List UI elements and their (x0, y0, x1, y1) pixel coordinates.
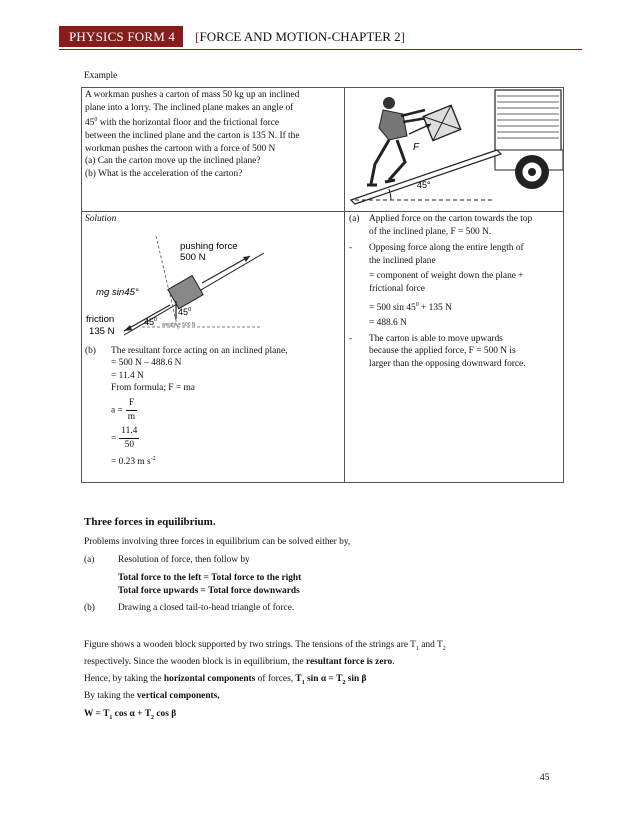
mg-sin-label: mg sin45° (96, 286, 139, 298)
force-diagram (82, 227, 344, 339)
force-label: F (413, 142, 420, 153)
section-intro: Problems involving three forces in equilibrium can be solved either by, (84, 537, 351, 547)
part-a: (a) Applied force on the carton towards the top of the inclined plane, F = 500 N. - Opposing force along the entire length of the inclined plane = component of weight down the plane + frictional force = 500 $\sin 45^0 + 135$ N = 488.6 N - The carton is able to move upwards because the applied force, F = 500 N is larger than the opposing downward force. (349, 214, 533, 370)
part-a-cell (345, 212, 564, 483)
problem-text: A workman pushes a carton of mass 50 kg up an inclined plane into a lorry. The inclined plane makes an angle of $45^0$ with the horizontal floor and the frictional force between the inclined plane and the carton is 135 N. If the workman pushes the cartoon with a force of 500 N (a) Can the carton move up the inclined plane? (b) What is the acceleration of the carton? (85, 90, 300, 179)
solution-label: Solution (85, 214, 117, 224)
solution-cell (82, 212, 345, 483)
item-a-label: (a) (84, 555, 95, 565)
workman-figure (345, 88, 563, 206)
lorry (495, 90, 563, 189)
friction-label: friction (86, 313, 115, 325)
rule-up-down: Total force upwards = Total force downwards (118, 586, 300, 596)
carton (423, 105, 461, 140)
mid-angle-label: $45^0$ (178, 306, 192, 317)
weight-label: weight = 500 N (162, 321, 196, 328)
para-line-1: Figure shows a wooden block supported by two strings. The tensions of the strings are $T_1$ and $T_2$ (84, 640, 446, 652)
item-a-text: Resolution of force, then follow by (118, 555, 250, 565)
pushing-force-label: pushing force (180, 240, 238, 252)
problem-cell (82, 88, 345, 212)
angle-label: 45° (417, 180, 431, 190)
dashed-normal (156, 236, 178, 329)
para-line-3: Hence, by taking the horizontal components of forces, $T_1$ $\sin \alpha = T_2$ sin β (84, 674, 367, 686)
page-number: 45 (540, 773, 550, 783)
para-line-5: $W = T_1$ $\cos \alpha + T_2$ cos β (84, 709, 177, 721)
friction-arrowhead (124, 325, 132, 331)
rule-left-right: Total force to the left = Total force to the right (118, 573, 302, 583)
pushing-force-value: 500 N (180, 251, 206, 263)
page-header (59, 26, 405, 47)
friction-value: 135 N (89, 325, 115, 337)
example-label: Example (84, 71, 118, 81)
header-rule (59, 49, 582, 50)
example-table (81, 87, 564, 483)
section-title: Three forces in equilibrium. (84, 516, 216, 528)
para-line-2: respectively. Since the wooden block is in equilibrium, the resultant force is zero. (84, 657, 395, 667)
figure-cell (345, 88, 564, 212)
subject-tag: PHYSICS FORM 4 (59, 26, 183, 47)
item-b-label: (b) (84, 603, 95, 613)
item-b-text: Drawing a closed tail-to-head triangle of force. (118, 603, 295, 613)
base-angle-label: $45^0$ (144, 316, 158, 327)
para-line-4: By taking the vertical components, (84, 691, 220, 701)
block (168, 275, 203, 308)
workman (367, 97, 427, 185)
chapter-title: [FORCE AND MOTION-CHAPTER 2] (195, 29, 405, 44)
part-b: (b) The resultant force acting on an inclined plane, = 500 N – 488.6 N = 11.4 N From formula; F = ma a = $\frac{F}{m}$ = $\frac{11.4}{50}$ = 0.23 m $s^{-2}$ (85, 345, 288, 468)
push-arrow (202, 256, 250, 283)
